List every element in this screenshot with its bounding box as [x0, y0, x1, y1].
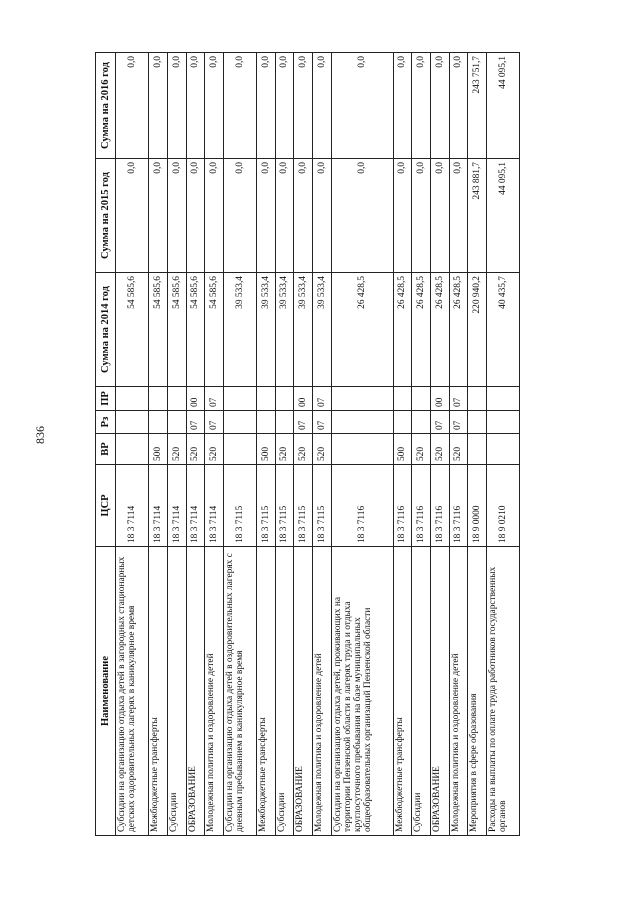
cell-rz: 07 [313, 411, 332, 434]
cell-sum-2014: 26 428,5 [393, 273, 412, 387]
cell-pr [168, 387, 187, 411]
cell-rz: 07 [430, 411, 449, 434]
cell-sum-2016: 0,0 [224, 53, 257, 159]
header-vr: ВР [96, 434, 116, 465]
cell-sum-2015: 0,0 [393, 159, 412, 273]
cell-rz: 07 [186, 411, 205, 434]
cell-sum-2016: 0,0 [257, 53, 276, 159]
cell-vr: 520 [186, 434, 205, 465]
cell-sum-2015: 0,0 [116, 159, 149, 273]
cell-pr: 07 [205, 387, 224, 411]
table-row [393, 53, 412, 836]
cell-rz [149, 411, 168, 434]
cell-sum-2016: 243 751,7 [468, 53, 487, 159]
cell-sum-2015: 0,0 [149, 159, 168, 273]
cell-vr: 520 [168, 434, 187, 465]
cell-sum-2015: 0,0 [313, 159, 332, 273]
cell-sum-2016: 0,0 [275, 53, 294, 159]
cell-sum-2014: 26 428,5 [449, 273, 468, 387]
cell-name: Субсидии на организацию отдыха детей в загородных стационарных детских оздоровительных лагерях в каникулярное время [116, 547, 149, 836]
cell-sum-2014: 26 428,5 [331, 273, 393, 387]
cell-sum-2014: 220 940,2 [468, 273, 487, 387]
cell-sum-2016: 0,0 [205, 53, 224, 159]
cell-csr: 18 3 7116 [393, 465, 412, 547]
cell-vr: 520 [275, 434, 294, 465]
table-row [412, 53, 431, 836]
cell-sum-2015: 44 095,1 [486, 159, 519, 273]
cell-sum-2015: 0,0 [186, 159, 205, 273]
cell-rz [412, 411, 431, 434]
cell-sum-2015: 0,0 [294, 159, 313, 273]
cell-sum-2014: 39 533,4 [257, 273, 276, 387]
cell-vr: 520 [313, 434, 332, 465]
cell-vr [116, 434, 149, 465]
cell-sum-2016: 0,0 [116, 53, 149, 159]
cell-name: Молодежная политика и оздоровление детей [313, 547, 332, 836]
cell-csr: 18 3 7114 [149, 465, 168, 547]
cell-pr: 00 [294, 387, 313, 411]
cell-name: Межбюджетные трансферты [393, 547, 412, 836]
cell-pr: 00 [186, 387, 205, 411]
header-csr: ЦСР [96, 465, 116, 547]
cell-pr: 07 [449, 387, 468, 411]
header-pr: ПР [96, 387, 116, 411]
cell-csr: 18 3 7115 [313, 465, 332, 547]
cell-pr [116, 387, 149, 411]
cell-csr: 18 3 7116 [449, 465, 468, 547]
cell-rz [331, 411, 393, 434]
cell-pr: 00 [430, 387, 449, 411]
table-row [116, 53, 149, 836]
page-number: 836 [33, 426, 47, 444]
table-row [449, 53, 468, 836]
cell-rz [257, 411, 276, 434]
cell-rz: 07 [449, 411, 468, 434]
cell-pr [412, 387, 431, 411]
cell-vr: 500 [393, 434, 412, 465]
table-row [468, 53, 487, 836]
cell-name: Мероприятия в сфере образования [468, 547, 487, 836]
cell-csr: 18 9 0000 [468, 465, 487, 547]
cell-csr: 18 3 7114 [186, 465, 205, 547]
cell-csr: 18 3 7114 [168, 465, 187, 547]
cell-sum-2015: 0,0 [430, 159, 449, 273]
cell-name: Расходы на выплаты по оплате труда работников государственных органов [486, 547, 519, 836]
header-row [96, 53, 116, 836]
cell-rz: 07 [294, 411, 313, 434]
header-sum-2016: Сумма на 2016 год [96, 53, 116, 159]
cell-sum-2015: 243 881,7 [468, 159, 487, 273]
cell-sum-2015: 0,0 [412, 159, 431, 273]
cell-sum-2016: 44 095,1 [486, 53, 519, 159]
cell-sum-2016: 0,0 [449, 53, 468, 159]
cell-name: Субсидии [275, 547, 294, 836]
table-row [149, 53, 168, 836]
cell-sum-2014: 39 533,4 [294, 273, 313, 387]
cell-csr: 18 3 7115 [257, 465, 276, 547]
cell-sum-2016: 0,0 [149, 53, 168, 159]
cell-vr: 520 [205, 434, 224, 465]
cell-csr: 18 3 7115 [294, 465, 313, 547]
table-row [313, 53, 332, 836]
header-name: Наименование [96, 547, 116, 836]
cell-sum-2014: 54 585,6 [149, 273, 168, 387]
cell-rz [486, 411, 519, 434]
cell-csr: 18 3 7115 [275, 465, 294, 547]
header-rz: Рз [96, 411, 116, 434]
table-body [116, 53, 520, 836]
cell-name: Молодежная политика и оздоровление детей [449, 547, 468, 836]
cell-sum-2014: 54 585,6 [186, 273, 205, 387]
cell-csr: 18 3 7116 [430, 465, 449, 547]
cell-csr: 18 3 7114 [205, 465, 224, 547]
cell-pr: 07 [313, 387, 332, 411]
cell-pr [393, 387, 412, 411]
cell-sum-2015: 0,0 [168, 159, 187, 273]
cell-rz [224, 411, 257, 434]
cell-vr [468, 434, 487, 465]
cell-rz: 07 [205, 411, 224, 434]
rotated-table-container [95, 53, 520, 836]
cell-vr: 520 [430, 434, 449, 465]
cell-sum-2016: 0,0 [313, 53, 332, 159]
cell-vr: 500 [149, 434, 168, 465]
cell-sum-2016: 0,0 [168, 53, 187, 159]
cell-sum-2014: 54 585,6 [168, 273, 187, 387]
cell-sum-2016: 0,0 [393, 53, 412, 159]
cell-pr [331, 387, 393, 411]
cell-sum-2015: 0,0 [257, 159, 276, 273]
table-row [168, 53, 187, 836]
cell-rz [168, 411, 187, 434]
cell-sum-2016: 0,0 [430, 53, 449, 159]
cell-csr: 18 3 7114 [116, 465, 149, 547]
cell-name: ОБРАЗОВАНИЕ [430, 547, 449, 836]
cell-vr [331, 434, 393, 465]
cell-csr: 18 3 7116 [412, 465, 431, 547]
table-row [430, 53, 449, 836]
cell-sum-2015: 0,0 [224, 159, 257, 273]
cell-sum-2014: 39 533,4 [313, 273, 332, 387]
cell-sum-2015: 0,0 [331, 159, 393, 273]
cell-rz [116, 411, 149, 434]
cell-pr [224, 387, 257, 411]
cell-csr: 18 9 0210 [486, 465, 519, 547]
cell-vr [224, 434, 257, 465]
cell-sum-2016: 0,0 [294, 53, 313, 159]
table-row [224, 53, 257, 836]
table-row [294, 53, 313, 836]
cell-name: Субсидии на организацию отдыха детей, проживающих на территории Пензенской области в лагерях труда и отдыха круглосуточного пребывания на базе муниципальных общеобразовательных организаций Пензенской области [331, 547, 393, 836]
cell-sum-2014: 26 428,5 [412, 273, 431, 387]
cell-sum-2016: 0,0 [331, 53, 393, 159]
cell-name: ОБРАЗОВАНИЕ [186, 547, 205, 836]
table-row [257, 53, 276, 836]
cell-sum-2014: 39 533,4 [275, 273, 294, 387]
cell-sum-2014: 40 435,7 [486, 273, 519, 387]
cell-name: Молодежная политика и оздоровление детей [205, 547, 224, 836]
table-row [205, 53, 224, 836]
cell-sum-2014: 26 428,5 [430, 273, 449, 387]
cell-pr [486, 387, 519, 411]
cell-vr: 520 [449, 434, 468, 465]
table-row [275, 53, 294, 836]
cell-sum-2014: 54 585,6 [116, 273, 149, 387]
cell-csr: 18 3 7116 [331, 465, 393, 547]
cell-rz [468, 411, 487, 434]
cell-sum-2015: 0,0 [275, 159, 294, 273]
cell-sum-2015: 0,0 [449, 159, 468, 273]
cell-vr: 520 [412, 434, 431, 465]
cell-vr: 520 [294, 434, 313, 465]
cell-pr [257, 387, 276, 411]
cell-sum-2016: 0,0 [186, 53, 205, 159]
header-sum-2014: Сумма на 2014 год [96, 273, 116, 387]
cell-name: ОБРАЗОВАНИЕ [294, 547, 313, 836]
budget-table [95, 52, 520, 836]
header-sum-2015: Сумма на 2015 год [96, 159, 116, 273]
table-row [331, 53, 393, 836]
cell-vr [486, 434, 519, 465]
cell-rz [393, 411, 412, 434]
cell-pr [468, 387, 487, 411]
cell-name: Межбюджетные трансферты [257, 547, 276, 836]
cell-sum-2016: 0,0 [412, 53, 431, 159]
cell-rz [275, 411, 294, 434]
cell-csr: 18 3 7115 [224, 465, 257, 547]
cell-name: Межбюджетные трансферты [149, 547, 168, 836]
cell-sum-2015: 0,0 [205, 159, 224, 273]
table-row [486, 53, 519, 836]
cell-sum-2014: 54 585,6 [205, 273, 224, 387]
cell-name: Субсидии [168, 547, 187, 836]
cell-name: Субсидии на организацию отдыха детей в оздоровительных лагерях с дневным пребыванием в каникулярное время [224, 547, 257, 836]
table-row [186, 53, 205, 836]
cell-sum-2014: 39 533,4 [224, 273, 257, 387]
cell-pr [275, 387, 294, 411]
cell-name: Субсидии [412, 547, 431, 836]
cell-vr: 500 [257, 434, 276, 465]
cell-pr [149, 387, 168, 411]
